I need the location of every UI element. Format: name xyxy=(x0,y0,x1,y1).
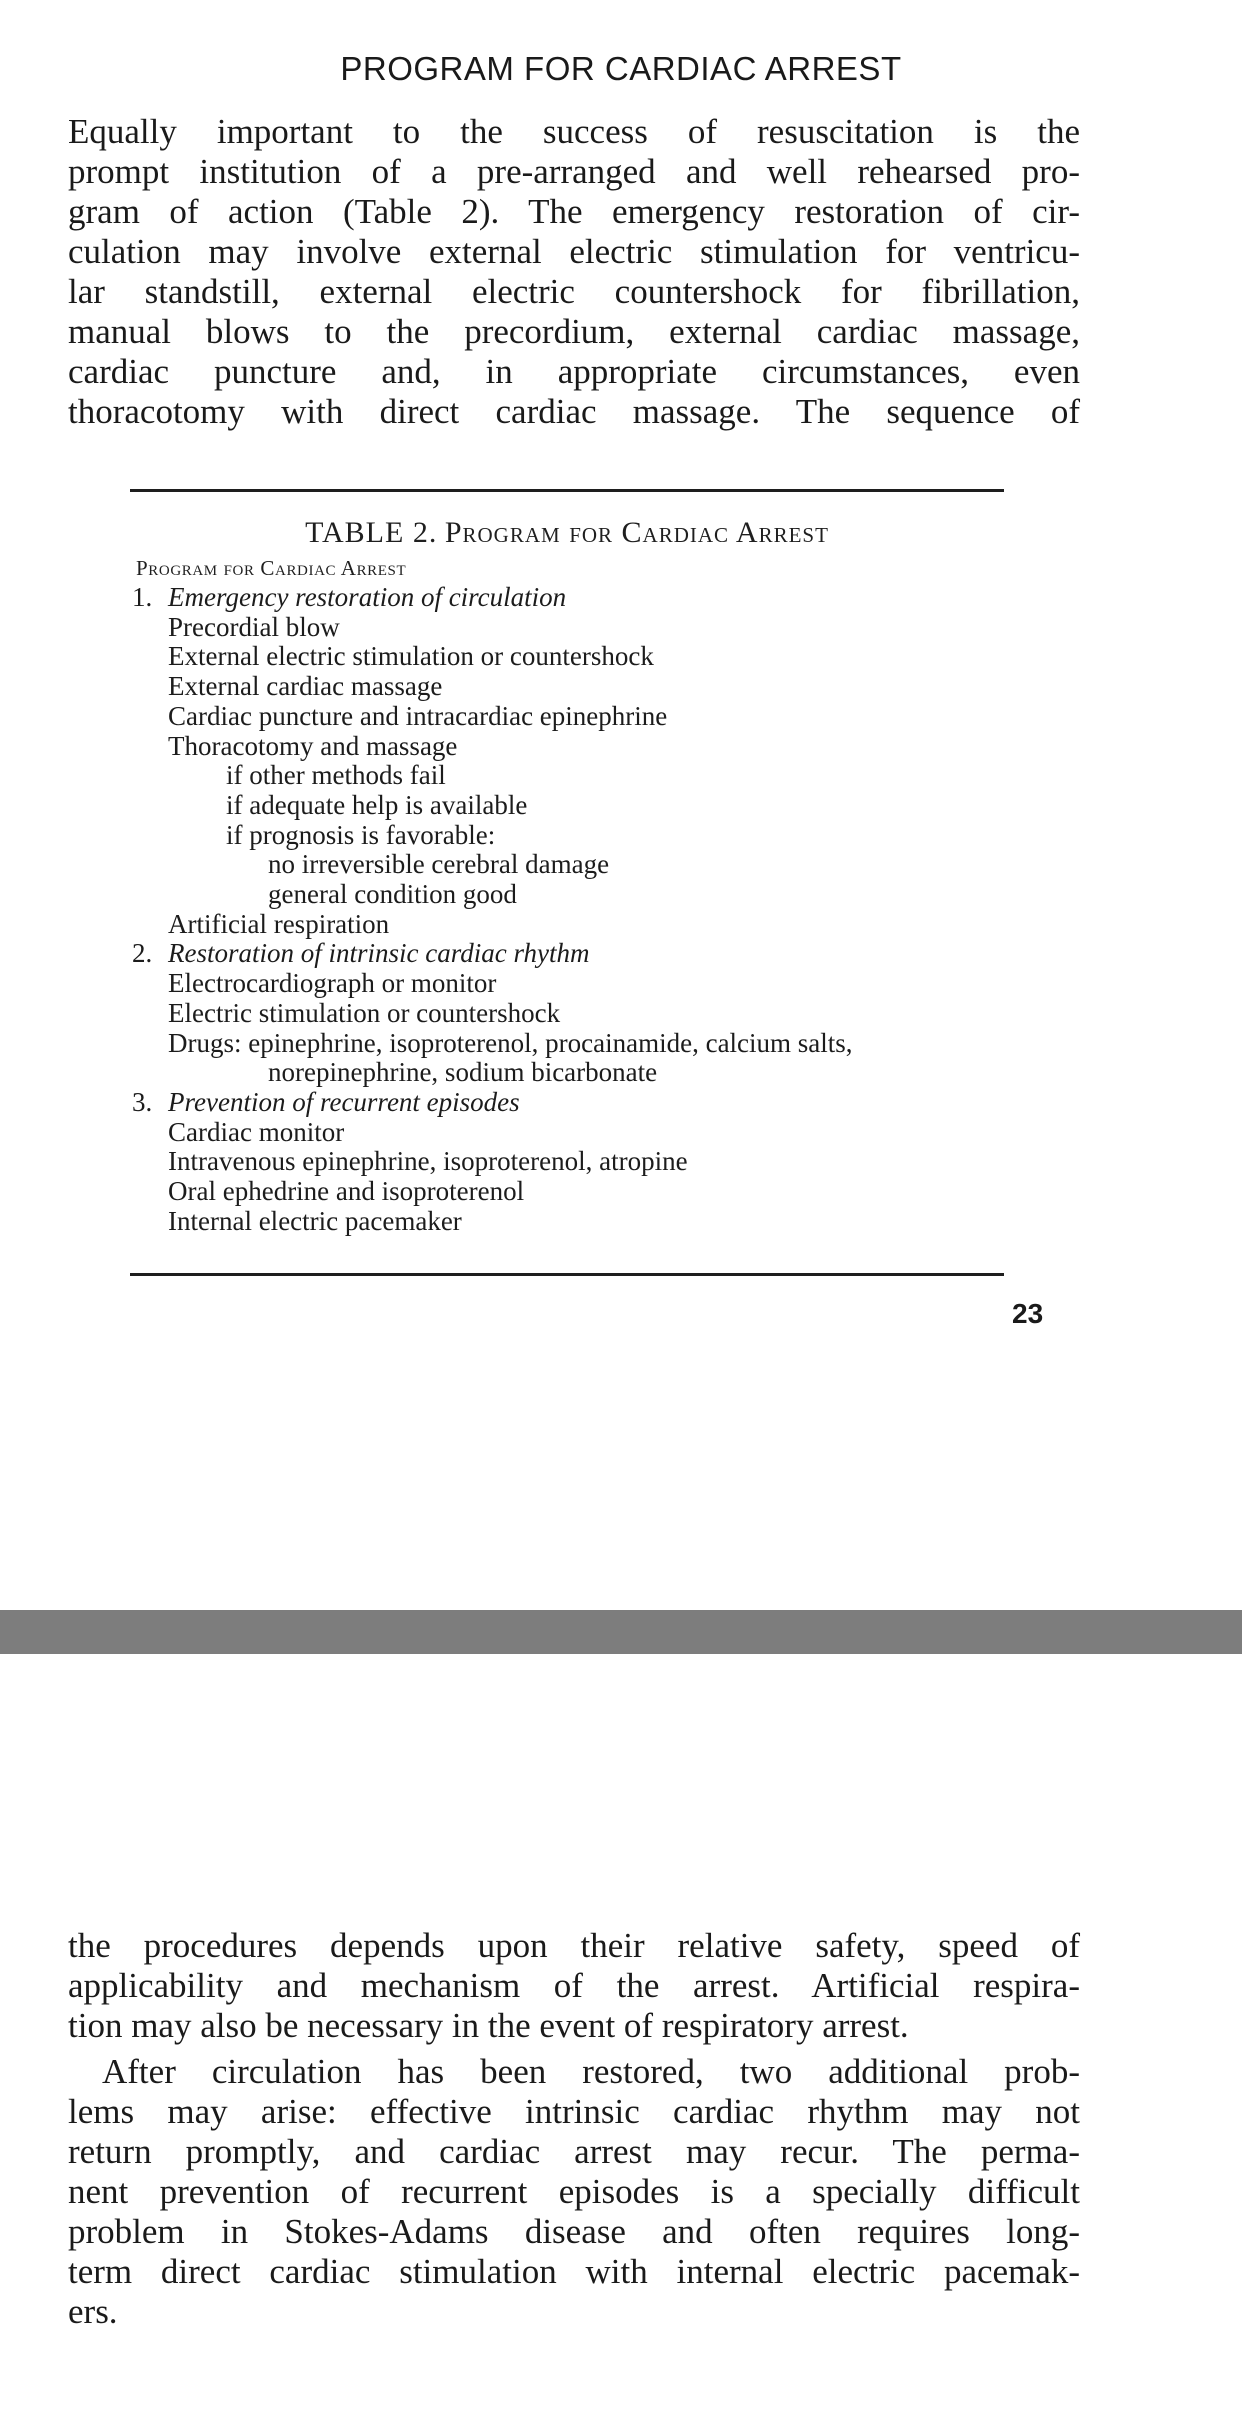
page-heading: PROGRAM FOR CARDIAC ARREST xyxy=(340,50,902,87)
paragraph-line: tion may also be necessary in the event of respiratory arrest. xyxy=(68,2006,909,2045)
paragraph-line: lar standstill, external electric countershock for fibrillation, xyxy=(68,272,1080,311)
paragraph-line: thoracotomy with direct cardiac massage. The sequence of xyxy=(68,392,1080,431)
table-item: Thoracotomy and massage xyxy=(168,730,458,761)
table-item: Electrocardiograph or monitor xyxy=(168,968,497,999)
table-prognosis: no irreversible cerebral damage xyxy=(268,849,610,880)
table-item: Drugs: epinephrine, isoproterenol, procainamide, calcium salts, xyxy=(168,1027,853,1058)
table-item: Electric stimulation or countershock xyxy=(168,997,561,1028)
table-continuation: norepinephrine, sodium bicarbonate xyxy=(268,1057,658,1088)
paragraph-line: cardiac puncture and, in appropriate circumstances, even xyxy=(68,352,1080,391)
table-item: Intravenous epinephrine, isoproterenol, atropine xyxy=(168,1146,688,1177)
table-item: External electric stimulation or countershock xyxy=(168,641,654,672)
paragraph-line: gram of action (Table 2). The emergency restoration of cir- xyxy=(68,192,1080,231)
paragraph-line: ers. xyxy=(68,2292,118,2331)
paragraph-line: culation may involve external electric stimulation for ventricu- xyxy=(68,232,1080,271)
page-divider xyxy=(0,1610,1242,1654)
table-bottom-rule xyxy=(130,1273,1004,1276)
table-condition: if prognosis is favorable: xyxy=(226,819,496,850)
table-prognosis: general condition good xyxy=(268,879,517,910)
paragraph-line: term direct cardiac stimulation with internal electric pacemak- xyxy=(68,2252,1080,2291)
page-number: 23 xyxy=(1012,1298,1044,1329)
paragraph-line: nent prevention of recurrent episodes is a specially difficult xyxy=(68,2172,1080,2211)
section-heading: 2. Restoration of intrinsic cardiac rhythm xyxy=(132,938,590,969)
table-item: Precordial blow xyxy=(168,611,340,642)
table-item: Cardiac monitor xyxy=(168,1116,345,1147)
table-item: Internal electric pacemaker xyxy=(168,1205,462,1236)
paragraph-line: After circulation has been restored, two additional prob- xyxy=(102,2052,1080,2091)
paragraph-line: Equally important to the success of resuscitation is the xyxy=(68,112,1080,151)
paragraph-line: applicability and mechanism of the arrest. Artificial respira- xyxy=(68,1966,1080,2005)
paragraph-line: problem in Stokes-Adams disease and often requires long- xyxy=(68,2212,1080,2251)
table-item: Oral ephedrine and isoproterenol xyxy=(168,1176,525,1207)
paragraph-line: the procedures depends upon their relative safety, speed of xyxy=(68,1926,1080,1965)
paragraph-line: return promptly, and cardiac arrest may recur. The perma- xyxy=(68,2132,1080,2171)
table-body xyxy=(132,583,1012,1236)
table-caption: Program for Cardiac Arrest xyxy=(444,516,829,549)
table-condition: if adequate help is available xyxy=(226,789,528,820)
table-top-rule xyxy=(130,489,1004,492)
section-heading: 3. Prevention of recurrent episodes xyxy=(132,1086,520,1117)
paragraph-line: prompt institution of a pre-arranged and well rehearsed pro- xyxy=(68,152,1080,191)
table-condition: if other methods fail xyxy=(226,760,446,791)
table-number: TABLE 2. xyxy=(305,516,438,549)
table-item: Cardiac puncture and intracardiac epinephrine xyxy=(168,700,668,731)
paragraph-line: manual blows to the precordium, external cardiac massage, xyxy=(68,312,1080,351)
table-title xyxy=(130,516,1004,550)
table-subheading: Program for Cardiac Arrest xyxy=(136,556,407,580)
recurrence-paragraph xyxy=(68,2052,1080,2332)
table-item: Artificial respiration xyxy=(168,908,390,939)
continuation-paragraph xyxy=(68,1926,1080,2046)
intro-paragraph xyxy=(68,112,1080,432)
table-item: External cardiac massage xyxy=(168,671,443,702)
section-heading: 1. Emergency restoration of circulation xyxy=(132,582,567,612)
paragraph-line: lems may arise: effective intrinsic cardiac rhythm may not xyxy=(68,2092,1080,2131)
page-24 xyxy=(0,1654,1242,2412)
